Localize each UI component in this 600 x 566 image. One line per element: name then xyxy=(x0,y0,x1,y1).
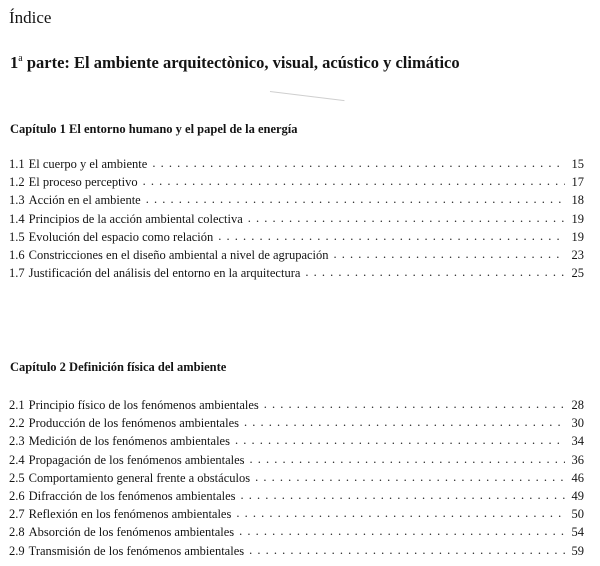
toc-dot-leader xyxy=(334,245,565,263)
toc-dot-leader xyxy=(255,468,565,486)
toc-entry-label: Evolución del espacio como relación xyxy=(28,229,214,244)
toc-entry xyxy=(9,264,584,282)
toc-dot-leader xyxy=(264,395,565,413)
toc-dot-leader xyxy=(305,263,565,281)
part-number: 1 xyxy=(10,53,19,72)
toc-dot-leader xyxy=(241,486,566,504)
toc-entry-page: 17 xyxy=(571,175,584,190)
toc-dot-leader xyxy=(239,522,565,540)
toc-entry-number: 2.1 xyxy=(9,398,25,412)
part-label-word: parte: xyxy=(26,53,70,72)
toc-dot-leader xyxy=(248,209,565,227)
toc-entry-number: 2.8 xyxy=(9,525,25,540)
toc-entry-label: Transmisión de los fenómenos ambientales xyxy=(28,543,245,558)
toc-entry-number: 2.4 xyxy=(9,452,25,467)
toc-entry-label: Principios de la acción ambiental colectiva xyxy=(28,211,243,226)
toc-entry xyxy=(9,228,584,246)
toc-entry xyxy=(9,523,584,541)
toc-entry-page: 49 xyxy=(571,488,584,503)
toc-entry-number: 2.2 xyxy=(9,416,25,431)
toc-entry xyxy=(9,542,584,560)
toc-dot-leader xyxy=(244,413,565,431)
toc-entry-page: 18 xyxy=(571,193,584,208)
toc-entry xyxy=(9,155,584,173)
toc-entry-page: 50 xyxy=(571,507,584,522)
chapter-1-entries xyxy=(9,155,584,282)
part-title-text: El ambiente arquitectònico, visual, acústico y climático xyxy=(74,53,460,72)
toc-entry-number: 1.6 xyxy=(9,247,25,262)
toc-entry-page: 19 xyxy=(571,229,584,244)
toc-entry-page: 36 xyxy=(571,452,584,467)
toc-entry-label: Medición de los fenómenos ambientales xyxy=(28,434,230,449)
toc-entry xyxy=(9,414,584,432)
toc-entry xyxy=(9,396,584,414)
toc-dot-leader xyxy=(152,154,565,172)
toc-entry-label: Justificación del análisis del entorno en la arquitectura xyxy=(28,266,301,281)
toc-entry-label: Principio físico de los fenómenos ambientales xyxy=(28,398,259,412)
toc-entry-page: 25 xyxy=(571,266,584,281)
toc-entry-label: Producción de los fenómenos ambientales xyxy=(28,416,239,431)
toc-entry-label: Constricciones en el diseño ambiental a nivel de agrupación xyxy=(28,247,329,262)
part-title xyxy=(10,53,460,73)
toc-entry-number: 2.7 xyxy=(9,507,25,522)
toc-entry-page: 23 xyxy=(571,247,584,262)
toc-entry-page: 28 xyxy=(571,398,584,412)
toc-entry-number: 1.3 xyxy=(9,193,25,208)
toc-entry-label: El cuerpo y el ambiente xyxy=(28,157,148,171)
toc-entry-label: Absorción de los fenómenos ambientales xyxy=(28,525,235,540)
toc-dot-leader xyxy=(146,190,565,208)
toc-dot-leader xyxy=(143,172,565,190)
toc-entry-page: 34 xyxy=(571,434,584,449)
toc-entry-number: 1.2 xyxy=(9,175,25,190)
chapter-2-entries xyxy=(9,396,584,560)
toc-entry-page: 30 xyxy=(571,416,584,431)
toc-entry-label: Comportamiento general frente a obstáculos xyxy=(28,470,251,485)
toc-entry-number: 2.3 xyxy=(9,434,25,449)
toc-entry-label: Propagación de los fenómenos ambientales xyxy=(28,452,245,467)
chapter-2-title: Capítulo 2 Definición física del ambiente xyxy=(10,360,227,374)
toc-entry-page: 15 xyxy=(571,157,584,171)
toc-entry xyxy=(9,191,584,209)
toc-entry-number: 2.9 xyxy=(9,543,25,558)
toc-entry-page: 54 xyxy=(571,525,584,540)
toc-entry xyxy=(9,469,584,487)
toc-entry xyxy=(9,505,584,523)
toc-entry-number: 1.5 xyxy=(9,229,25,244)
index-heading: Índice xyxy=(9,8,52,27)
toc-entry xyxy=(9,432,584,450)
chapter-1-title: Capítulo 1 El entorno humano y el papel de la energía xyxy=(10,122,298,136)
toc-entry-label: Difracción de los fenómenos ambientales xyxy=(28,488,236,503)
toc-entry-label: Acción en el ambiente xyxy=(28,193,141,208)
toc-entry xyxy=(9,246,584,264)
scan-artifact-line xyxy=(270,91,345,101)
toc-entry-number: 1.7 xyxy=(9,266,25,281)
toc-entry-page: 19 xyxy=(571,211,584,226)
toc-dot-leader xyxy=(236,504,565,522)
toc-entry-number: 2.6 xyxy=(9,488,25,503)
toc-entry-page: 59 xyxy=(571,543,584,558)
toc-entry xyxy=(9,173,584,191)
toc-entry xyxy=(9,487,584,505)
toc-entry-number: 1.4 xyxy=(9,211,25,226)
toc-dot-leader xyxy=(250,450,565,468)
toc-entry-page: 46 xyxy=(571,470,584,485)
toc-dot-leader xyxy=(235,431,565,449)
toc-dot-leader xyxy=(249,541,565,559)
toc-entry-number: 1.1 xyxy=(9,157,25,171)
toc-entry xyxy=(9,210,584,228)
toc-entry-number: 2.5 xyxy=(9,470,25,485)
part-ordinal-suffix: a xyxy=(18,53,23,64)
toc-entry-label: El proceso perceptivo xyxy=(28,175,138,190)
toc-entry xyxy=(9,451,584,469)
toc-entry-label: Reflexión en los fenómenos ambientales xyxy=(28,507,232,522)
toc-dot-leader xyxy=(218,227,565,245)
